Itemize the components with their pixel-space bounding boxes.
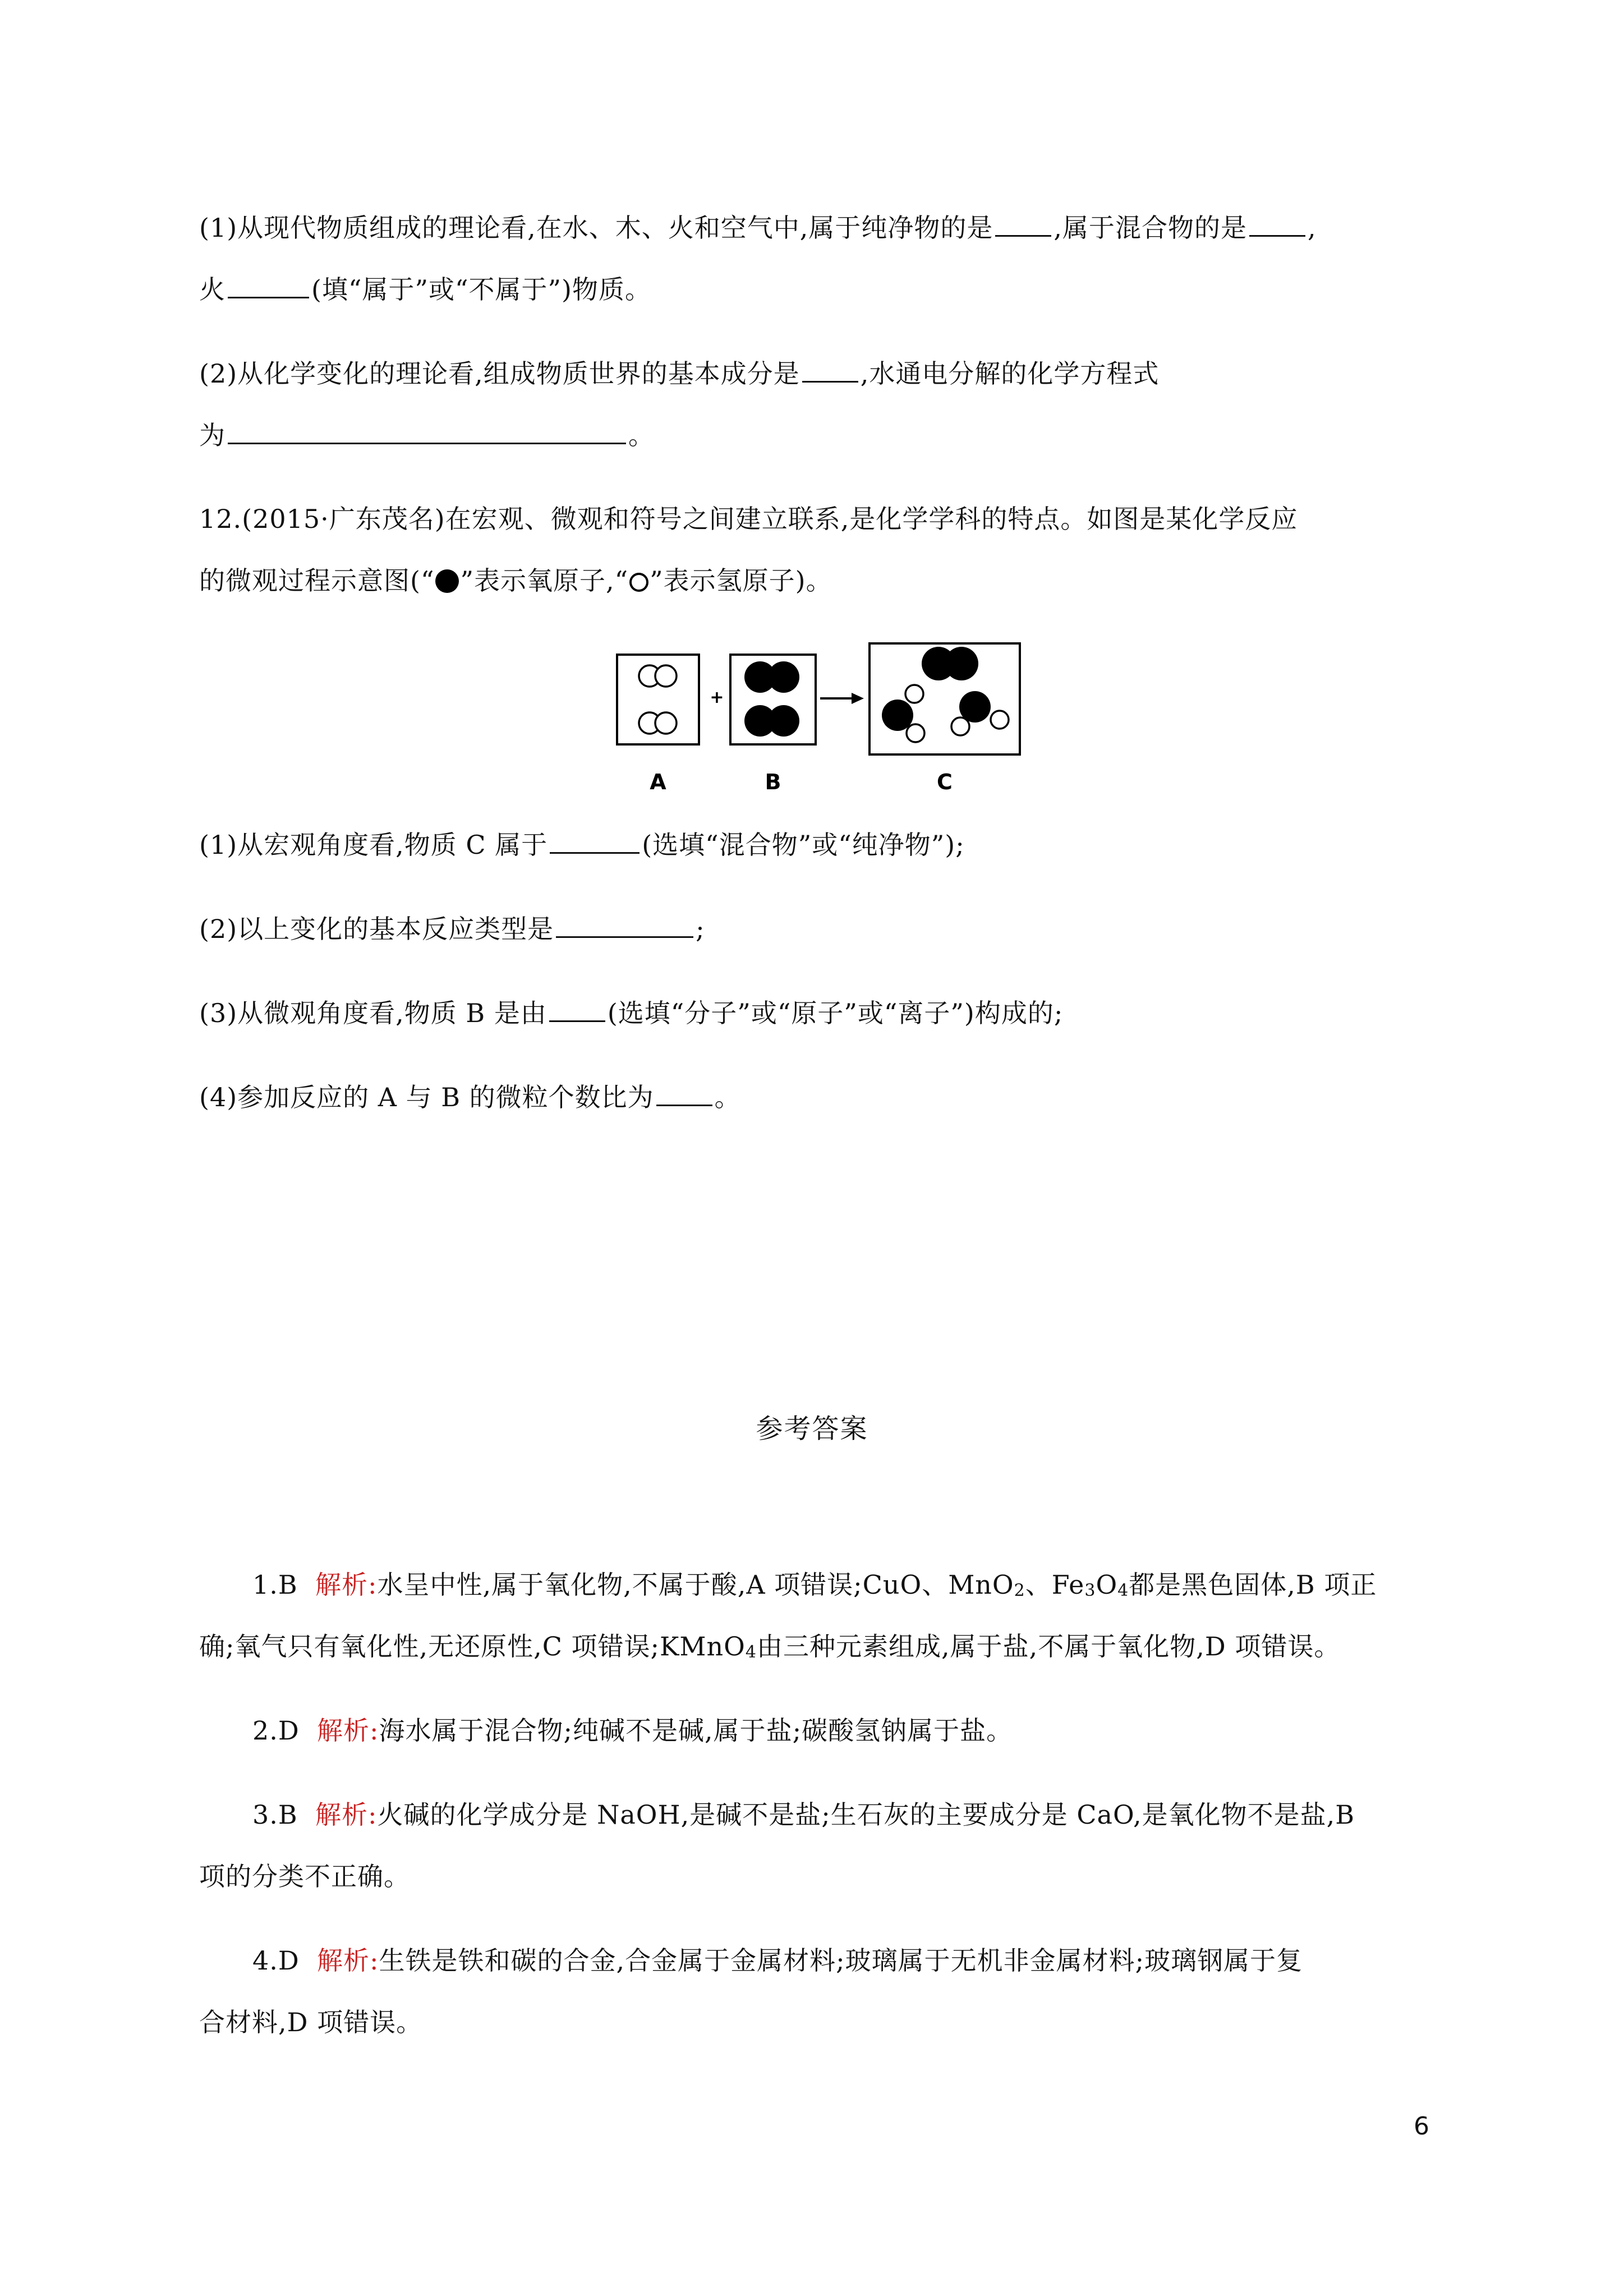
reaction-arrow-icon — [820, 693, 864, 704]
q12-sub3-text-a: (3)从微观角度看,物质 B 是由 — [199, 998, 547, 1028]
q12-stem-line1: 12.(2015·广东茂名)在宏观、微观和符号之间建立联系,是化学学科的特点。如图是某化学反应 — [199, 504, 1298, 534]
answer-3-line1 — [252, 1798, 1355, 1832]
answer-blank[interactable] — [1249, 210, 1305, 237]
q12-sub4 — [199, 1080, 741, 1114]
answer-blank[interactable] — [656, 1080, 712, 1106]
q11-p1-text-e: (填“属于”或“不属于”)物质。 — [311, 274, 651, 305]
hydrogen-atom-icon — [655, 665, 677, 687]
answer-3-line2: 项的分类不正确。 — [199, 1861, 410, 1892]
q12-stem-text-c: ”表示氢原子)。 — [650, 565, 832, 596]
oxygen-atom-icon — [945, 647, 978, 680]
plus-sign: + — [710, 688, 724, 707]
hydrogen-atom-icon — [905, 685, 923, 703]
q12-sub1-text-a: (1)从宏观角度看,物质 C 属于 — [199, 830, 548, 860]
q12-stem-text-a: 的微观过程示意图(“ — [199, 565, 435, 596]
answer-blank[interactable] — [802, 356, 858, 383]
q11-p2-text-d: 。 — [628, 420, 655, 450]
answer-text: 确;氧气只有氧化性,无还原性,C 项错误;KMnO — [199, 1631, 746, 1662]
q12-sub2-text-b: ; — [696, 914, 705, 944]
label-c: C — [937, 770, 953, 794]
hydrogen-atom-icon — [907, 724, 924, 742]
q12-sub4-text-a: (4)参加反应的 A 与 B 的微粒个数比为 — [199, 1082, 654, 1112]
answer-number: 2.D — [252, 1715, 300, 1746]
box-b — [730, 655, 816, 744]
q12-sub2 — [199, 912, 705, 946]
answers-title: 参考答案 — [756, 1413, 868, 1444]
answer-4-line2: 合材料,D 项错误。 — [199, 2007, 423, 2037]
answer-text: O — [1096, 1570, 1118, 1600]
answer-2 — [252, 1714, 1013, 1747]
subscript: 4 — [745, 1642, 757, 1662]
answer-blank[interactable] — [550, 827, 640, 854]
q12-sub1-text-b: (选填“混合物”或“纯净物”); — [642, 830, 965, 860]
answer-text: 水呈中性,属于氧化物,不属于酸,A 项错误;CuO、MnO — [377, 1570, 1014, 1600]
q11-part1-line1 — [199, 210, 1317, 245]
hydrogen-atom-icon — [629, 573, 648, 592]
q12-sub4-text-b: 。 — [714, 1082, 741, 1112]
hydrogen-atom-icon — [951, 717, 969, 735]
answer-text: 、Fe — [1025, 1570, 1085, 1600]
answer-text: 由三种元素组成,属于盐,不属于氧化物,D 项错误。 — [756, 1631, 1341, 1662]
subscript: 3 — [1084, 1581, 1096, 1600]
box-a — [617, 655, 699, 744]
answer-number: 1.B — [252, 1570, 298, 1600]
answer-blank[interactable] — [228, 418, 626, 444]
answer-text: 生铁是铁和碳的合金,合金属于金属材料;玻璃属于无机非金属材料;玻璃钢属于复 — [379, 1945, 1303, 1976]
q11-part2-line1 — [199, 356, 1159, 390]
label-b: B — [765, 770, 781, 794]
subscript: 2 — [1014, 1581, 1025, 1600]
answer-blank[interactable] — [556, 912, 693, 938]
hydrogen-atom-icon — [991, 711, 1009, 729]
q12-sub1 — [199, 827, 965, 862]
analysis-label: 解析: — [317, 1715, 379, 1746]
reaction-diagram — [611, 631, 1027, 794]
q11-part2-line2 — [199, 418, 655, 452]
q11-p2-text-c: 为 — [199, 420, 226, 450]
answer-blank[interactable] — [549, 996, 605, 1022]
q11-p1-text-b: ,属于混合物的是 — [1053, 213, 1248, 243]
answer-blank[interactable] — [228, 272, 309, 298]
analysis-label: 解析: — [317, 1945, 379, 1976]
oxygen-atom-icon — [768, 661, 799, 693]
oxygen-atom-icon — [435, 569, 459, 593]
q12-stem-text-b: ”表示氧原子,“ — [460, 565, 629, 596]
answer-1-line2 — [199, 1630, 1340, 1663]
answer-blank[interactable] — [995, 210, 1051, 237]
answer-4-line1 — [252, 1944, 1303, 1977]
answer-text: 海水属于混合物;纯碱不是碱,属于盐;碳酸氢钠属于盐。 — [379, 1715, 1013, 1746]
answer-1-line1 — [252, 1568, 1377, 1602]
oxygen-atom-icon — [768, 705, 799, 737]
q11-p1-text-c: , — [1308, 213, 1317, 243]
q11-p1-text-a: (1)从现代物质组成的理论看,在水、木、火和空气中,属于纯净物的是 — [199, 213, 993, 243]
analysis-label: 解析: — [315, 1570, 378, 1600]
answer-number: 3.B — [252, 1800, 298, 1830]
label-a: A — [650, 770, 666, 794]
answer-number: 4.D — [252, 1945, 300, 1976]
q12-stem-line2 — [199, 564, 832, 597]
q11-p2-text-b: ,水通电分解的化学方程式 — [860, 358, 1160, 389]
box-c — [869, 643, 1020, 754]
answer-text: 火碱的化学成分是 NaOH,是碱不是盐;生石灰的主要成分是 CaO,是氧化物不是盐,B — [377, 1800, 1355, 1830]
q11-p1-text-d: 火 — [199, 274, 226, 305]
answer-text: 都是黑色固体,B 项正 — [1129, 1570, 1377, 1600]
page-number: 6 — [1414, 2112, 1429, 2141]
subscript: 4 — [1117, 1581, 1129, 1600]
q11-part1-line2 — [199, 272, 651, 306]
analysis-label: 解析: — [315, 1800, 378, 1830]
q12-sub2-text-a: (2)以上变化的基本反应类型是 — [199, 914, 554, 944]
q12-sub3-text-b: (选填“分子”或“原子”或“离子”)构成的; — [607, 998, 1064, 1028]
hydrogen-atom-icon — [655, 712, 677, 734]
q12-sub3 — [199, 996, 1063, 1030]
q11-p2-text-a: (2)从化学变化的理论看,组成物质世界的基本成分是 — [199, 358, 800, 389]
